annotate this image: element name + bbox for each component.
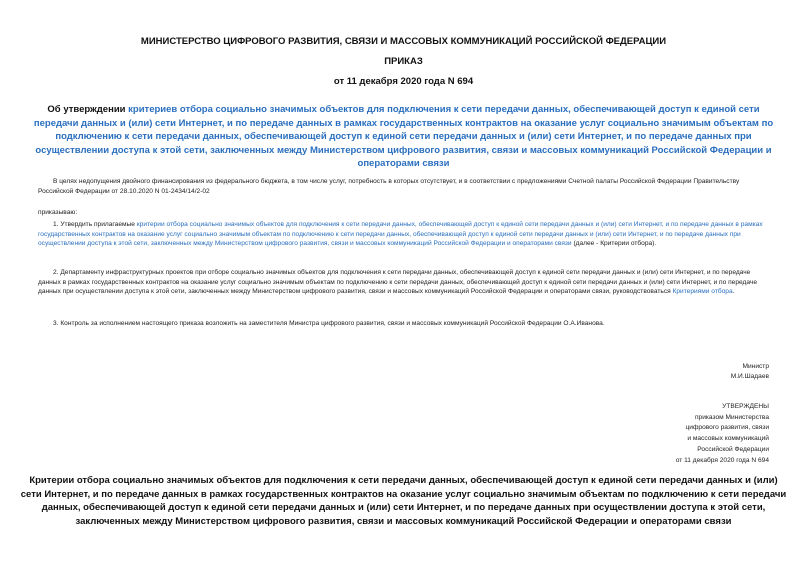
approval-block <box>676 402 769 466</box>
signature-name: М.И.Шадаев <box>730 373 769 380</box>
item1-prefix: 1. Утвердить прилагаемые <box>53 221 137 228</box>
approval-line: от 11 декабря 2020 года N 694 <box>675 456 769 464</box>
title-criteria-link[interactable]: критериев отбора социально значимых объектов для подключения к сети передачи данных, обеспечивающей доступ к единой сети передачи данных и (или) сети Интернет, и по передаче данных в рамках государственных контрактов на оказание услуг социально значимым объектам по подключению к сети передачи данных, обеспечивающей доступ к единой сети передачи данных и (или) сети Интернет, и по передаче данных при осуществлении доступа к этой сети, заключенных между Министерством цифрового развития, связи и массовых коммуникаций Российской Федерации и операторами связи <box>33 104 774 169</box>
approval-line: приказом Министерства <box>694 413 769 421</box>
approval-line: цифрового развития, связи <box>685 424 769 432</box>
order-item-1 <box>38 220 768 249</box>
item2-criteria-link[interactable]: Критериями отбора <box>672 288 733 296</box>
item2-suffix: . <box>732 288 735 296</box>
criteria-title: Критерии отбора социально значимых объектов для подключения к сети передачи данных, обеспечивающей доступ к единой сети передачи данных и (или) сети Интернет, и по передаче данных в рамках государственных контрактов на оказание услуг социально значимым объектам по подключению к сети передачи данных, обеспечивающей доступ к единой сети передачи данных и (или) сети Интернет, и по передаче данных при осуществлении доступа к этой сети, заключенных между Министерством цифрового развития, связи и массовых коммуникаций Российской Федерации и операторами связи <box>20 475 787 527</box>
orders-word: приказываю: <box>38 209 78 216</box>
order-item-3: 3. Контроль за исполнением настоящего приказа возложить на заместителя Министра цифрового развития, связи и массовых коммуникаций Российской Федерации О.А.Иванова. <box>53 320 605 327</box>
signature-block <box>731 362 769 382</box>
item1-suffix: (далее - Критерии отбора). <box>571 240 657 248</box>
item1-criteria-link[interactable]: критерии отбора социально значимых объектов для подключения к сети передачи данных, обеспечивающей доступ к единой сети передачи данных и (или) сети Интернет, и по передаче данных в рамках государственных контрактов на оказание услуг социально значимым объектам по подключению к сети передачи данных, обеспечивающей доступ к единой сети передачи данных и (или) сети Интернет, и по передаче данных при осуществлении доступа к этой сети, заключенных между Министерством цифрового развития, связи и массовых коммуникаций Российской Федерации и операторами связи <box>38 221 763 248</box>
signature-position: Министр <box>742 363 769 370</box>
item2-text: 2. Департаменту инфраструктурных проектов при отборе социально значимых объектов для подключения к сети передачи данных, обеспечивающей доступ к единой сети передачи данных и (или) сети Интернет, и по передаче данных в рамках государственных контрактов на оказание услуг социально значимым объектам по подключению к сети передачи данных, обеспечивающей доступ к единой сети передачи данных и (или) сети Интернет, и по передаче данных при осуществлении доступа к этой сети, заключенных между Министерством цифрового развития, связи и массовых коммуникаций Российской Федерации и операторами связи, руководствоваться <box>38 269 758 296</box>
document-date-number: от 11 декабря 2020 года N 694 <box>333 76 474 87</box>
order-item-2 <box>38 268 768 297</box>
ministry-name: МИНИСТЕРСТВО ЦИФРОВОГО РАЗВИТИЯ, СВЯЗИ И МАССОВЫХ КОММУНИКАЦИЙ РОССИЙСКОЙ ФЕДЕРАЦИИ <box>140 36 667 47</box>
approval-line: УТВЕРЖДЕНЫ <box>722 403 769 410</box>
title-prefix: Об утверждении <box>47 104 129 115</box>
preamble: В целях недопущения двойного финансирования из федерального бюджета, в том числе услуг, потребность в которых отсутствует, и в соответствии с предложениями Счетной палаты Российской Федерации Правительству Российской Федерации от 28.10.2020 N 01-2434/14/2-02 <box>38 178 740 195</box>
document-type: ПРИКАЗ <box>384 56 423 67</box>
document-title <box>30 103 777 171</box>
approval-line: Российской Федерации <box>697 445 769 453</box>
approval-line: и массовых коммуникаций <box>687 435 769 443</box>
